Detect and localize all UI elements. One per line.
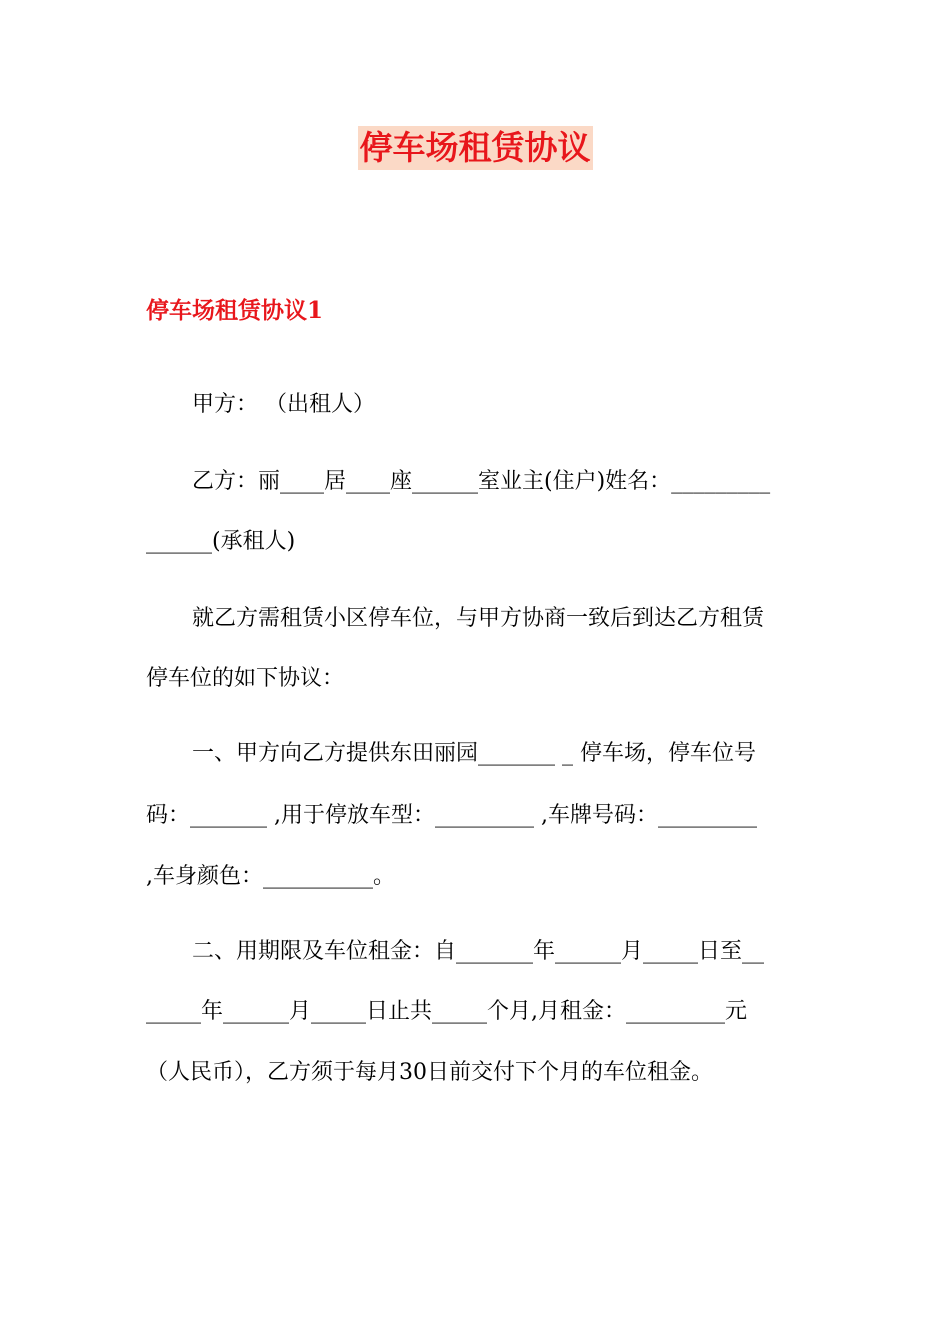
document-title: 停车场租赁协议 (358, 126, 593, 170)
clause-one-line: 一、甲方向乙方提供东田丽园_______ _ 停车场，停车位号 (192, 741, 756, 766)
party-b-line: 乙方：丽____居____座______室业主(住户)姓名：_________ (192, 469, 771, 494)
party-b-line-continued: ______(承租人) (146, 529, 296, 554)
party-a-line: 甲方： （出租人） (192, 392, 375, 417)
clause-one-line-2: 码：_______ ,用于停放车型：_________ ,车牌号码：_________ (146, 803, 757, 828)
clause-two-line-2: _____年______月_____日止共_____个月,月租金：_________元 (146, 999, 747, 1024)
clause-two-line-3: （人民币），乙方须于每月30日前交付下个月的车位租金。 (146, 1060, 713, 1085)
section-heading: 停车场租赁协议1 (146, 297, 324, 324)
title-container (0, 126, 950, 170)
clause-two-line: 二、用期限及车位租金：自_______年______月_____日至__ (192, 939, 765, 964)
preamble-line: 就乙方需租赁小区停车位，与甲方协商一致后到达乙方租赁 (192, 606, 765, 631)
clause-one-line-3: ,车身颜色：__________。 (146, 864, 395, 889)
preamble-line-continued: 停车位的如下协议： (146, 666, 345, 691)
